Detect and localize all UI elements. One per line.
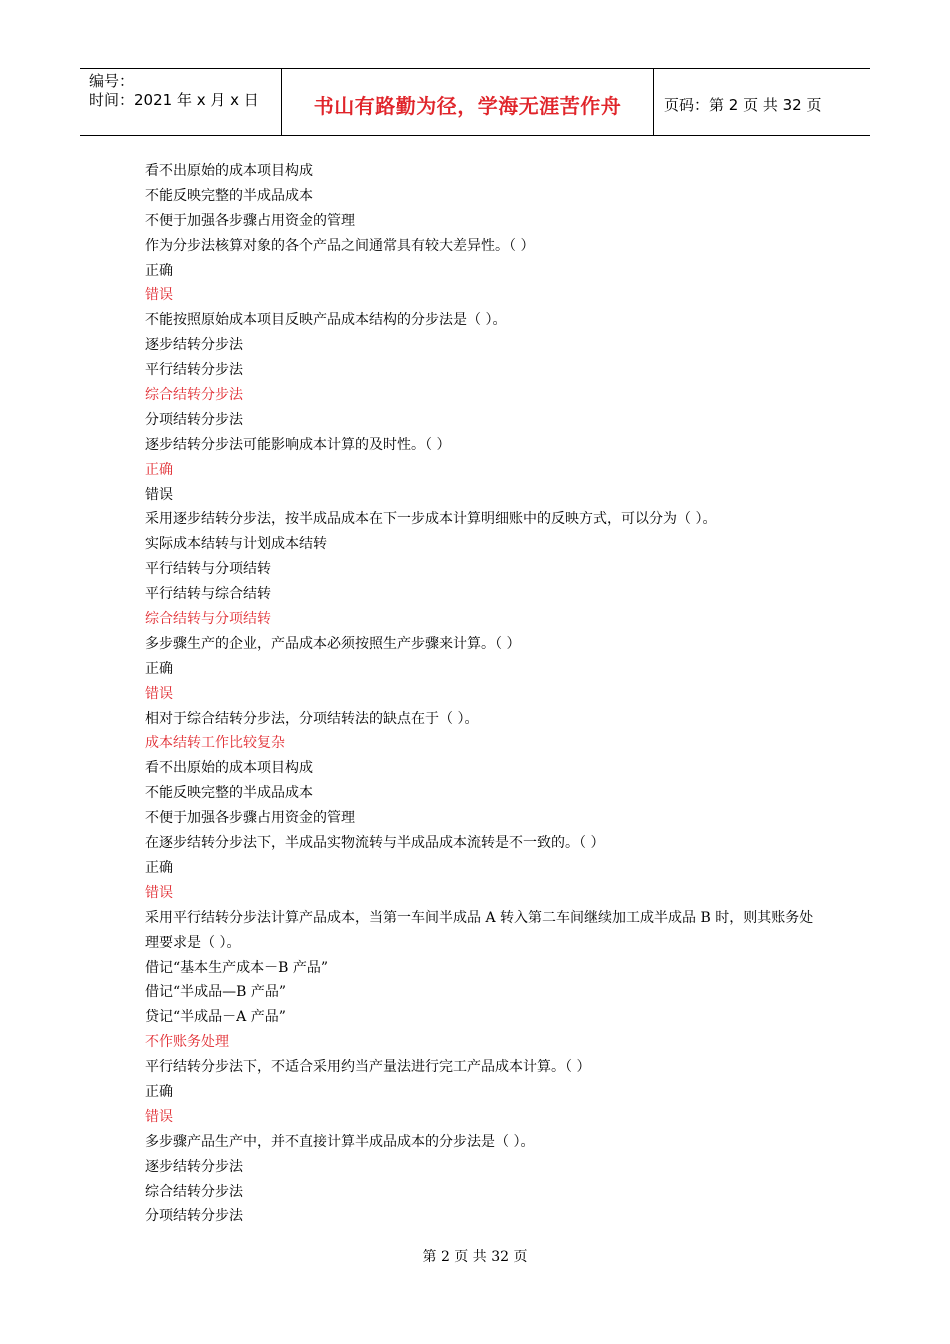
text-line: 平行结转与综合结转 [145,586,271,603]
text-line: 不能反映完整的半成品成本 [145,785,313,802]
text-line: 贷记“半成品－A 产品” [145,1009,286,1026]
text-line: 平行结转与分项结转 [145,561,271,578]
question-content [145,159,825,1229]
answer-line: 成本结转工作比较复杂 [145,735,285,752]
text-line: 看不出原始的成本项目构成 [145,163,313,179]
text-line: 借记“基本生产成本－B 产品” [145,959,329,976]
answer-line: 综合结转与分项结转 [145,611,271,628]
answer-line: 错误 [145,884,173,901]
text-line: 平行结转分步法下，不适合采用约当产量法进行完工产品成本计算。（ ） [145,1059,591,1076]
text-line: 作为分步法核算对象的各个产品之间通常具有较大差异性。（ ） [145,237,535,254]
document-date: 时间：2021 年 x 月 x 日 [89,91,259,109]
text-line: 借记“半成品—B 产品” [145,984,287,1001]
answer-line: 正确 [145,461,173,478]
text-line: 综合结转分步法 [145,1183,243,1200]
text-line: 不便于加强各步骤占用资金的管理 [145,212,355,229]
text-line: 正确 [145,1083,173,1100]
text-line: 采用平行结转分步法计算产品成本，当第一车间半成品 A 转入第二车间继续加工成半成品 B 时，则其账务处理要求是（ ）。 [145,909,814,951]
text-line: 采用逐步结转分步法，按半成品成本在下一步成本计算明细账中的反映方式，可以分为（ ）。 [145,511,717,528]
text-line: 错误 [145,486,173,503]
header-page-info-cell [654,69,870,135]
answer-line: 错误 [145,1108,173,1125]
text-line: 相对于综合结转分步法，分项结转法的缺点在于（ ）。 [145,710,479,727]
answer-line: 不作账务处理 [145,1034,229,1051]
document-number: 编号： [89,72,135,90]
header-meta [80,69,282,135]
text-line: 分项结转分步法 [145,1208,243,1225]
answer-line: 错误 [145,685,173,702]
page-footer [0,1246,950,1266]
text-line: 看不出原始的成本项目构成 [145,760,313,777]
header-page-info: 页码：第 2 页 共 32 页 [664,95,822,114]
text-line: 多步骤产品生产中，并不直接计算半成品成本的分步法是（ ）。 [145,1133,535,1150]
text-line: 不便于加强各步骤占用资金的管理 [145,810,355,827]
text-line: 分项结转分步法 [145,411,243,428]
text-line: 不能反映完整的半成品成本 [145,187,313,204]
text-line: 实际成本结转与计划成本结转 [145,536,327,553]
page-header [80,68,870,136]
footer-page-number: 第 2 页 共 32 页 [422,1249,528,1265]
text-line: 在逐步结转分步法下，半成品实物流转与半成品成本流转是不一致的。（ ） [145,835,605,852]
answer-line: 综合结转分步法 [145,387,243,404]
text-line: 正确 [145,262,173,279]
header-motto: 书山有路勤为径，学海无涯苦作舟 [313,93,622,118]
text-line: 逐步结转分步法 [145,337,243,354]
text-line: 多步骤生产的企业，产品成本必须按照生产步骤来计算。（ ） [145,635,521,652]
text-line: 逐步结转分步法可能影响成本计算的及时性。（ ） [145,436,451,453]
header-motto-cell [282,69,654,135]
text-line: 正确 [145,660,173,677]
text-line: 逐步结转分步法 [145,1158,243,1175]
answer-line: 错误 [145,287,173,304]
text-line: 正确 [145,859,173,876]
text-line: 平行结转分步法 [145,362,243,379]
text-line: 不能按照原始成本项目反映产品成本结构的分步法是（ ）。 [145,312,507,329]
